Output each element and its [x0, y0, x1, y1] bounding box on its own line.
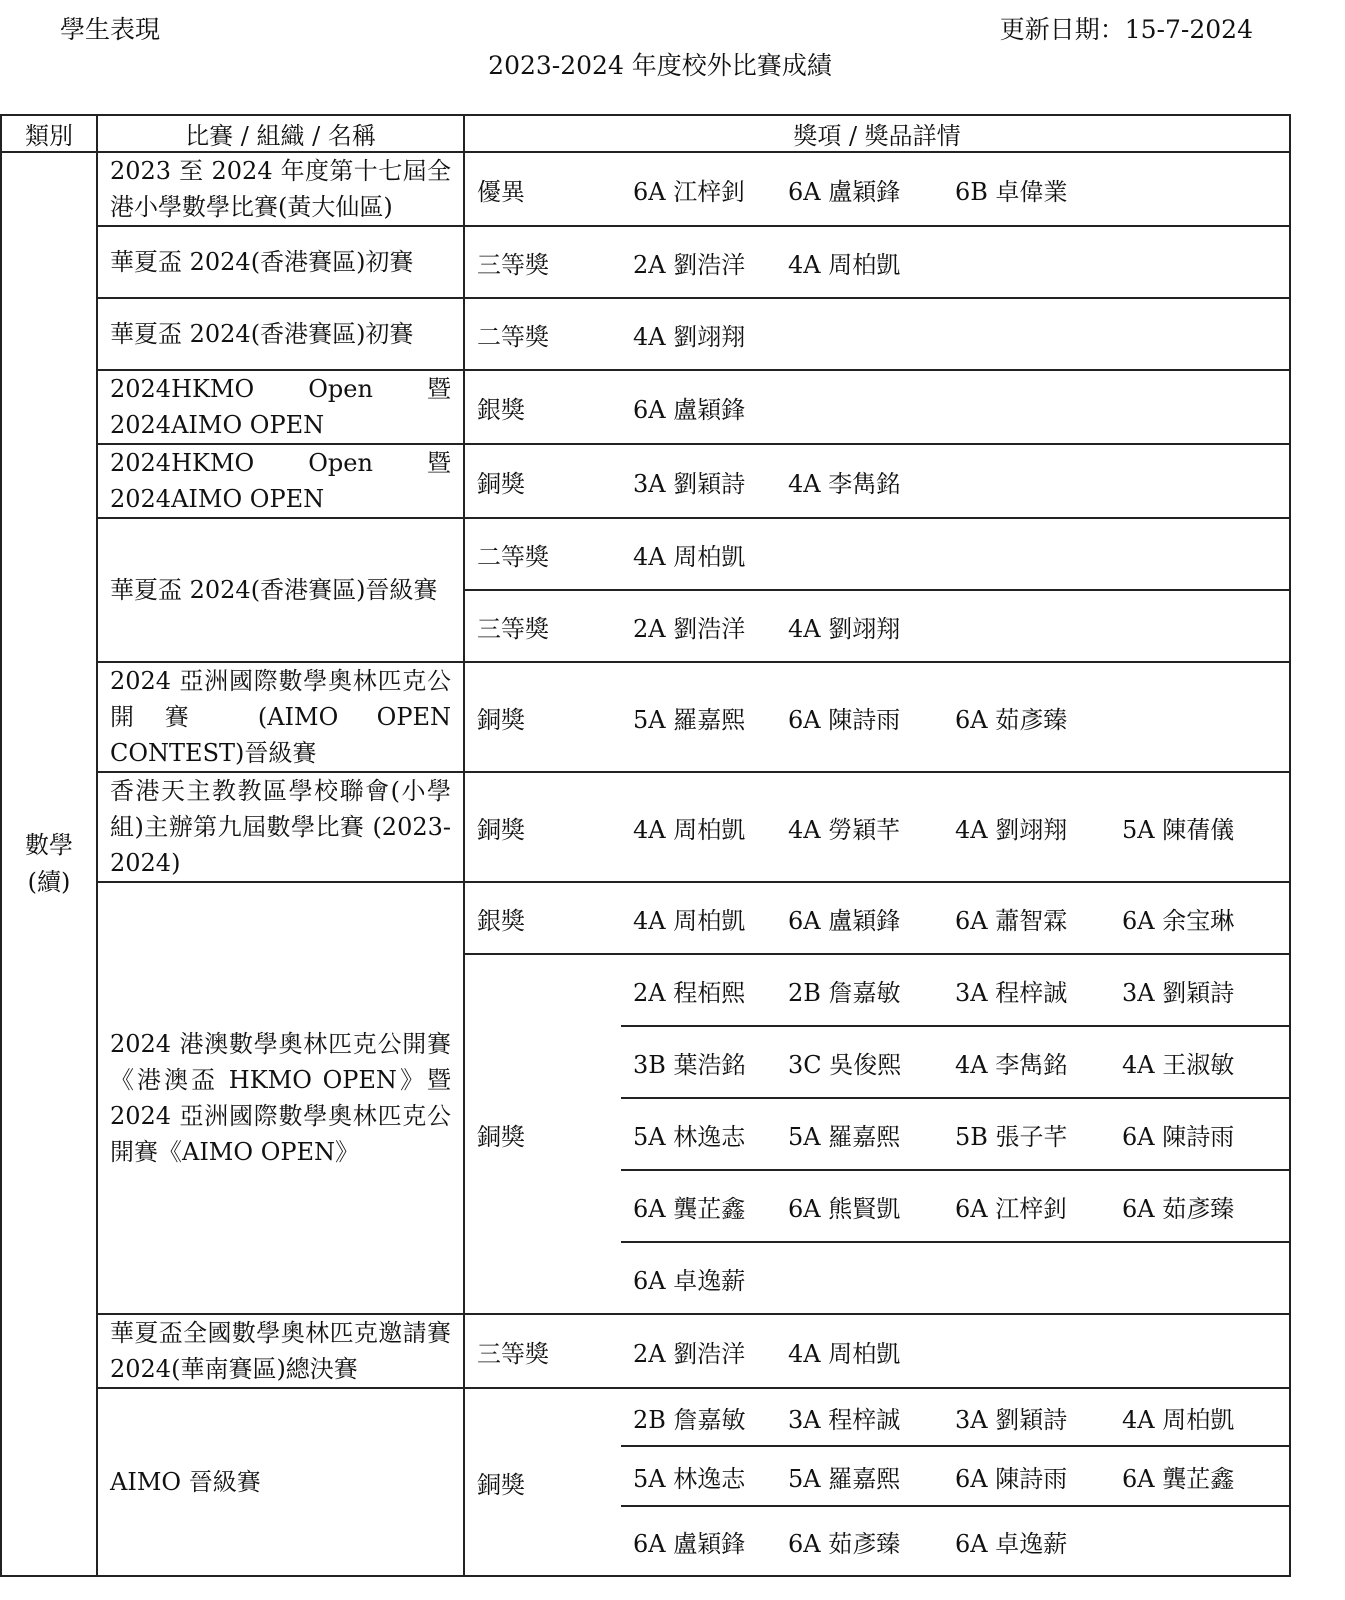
student-name: 5A 陳蒨儀: [1122, 815, 1235, 844]
competition-cell: 華夏盃 2024(香港賽區)初賽: [97, 298, 464, 370]
student-name: 4A 勞穎芊: [788, 815, 901, 844]
competition-cell: 華夏盃 2024(香港賽區)初賽: [97, 226, 464, 298]
student-name: 4A 李雋銘: [788, 469, 901, 498]
competition-cell: 華夏盃全國數學奧林匹克邀請賽 2024(華南賽區)總決賽: [97, 1314, 464, 1388]
award-cell: 三等獎: [464, 590, 621, 662]
student-name: 6A 茹彥臻: [788, 1529, 901, 1558]
table-header-row: [1, 115, 1290, 152]
table-row: [1, 152, 1290, 226]
table-row: [1, 444, 1290, 518]
student-name: 2B 詹嘉敏: [788, 978, 901, 1007]
table-row: [1, 226, 1290, 298]
student-name: 5B 張子芊: [955, 1122, 1068, 1151]
names-cell: [621, 882, 1290, 954]
names-cell: [621, 590, 1290, 662]
update-date: 更新日期：15-7-2024: [999, 15, 1253, 44]
names-cell: [621, 1242, 1290, 1314]
names-cell: [621, 1388, 1290, 1446]
student-name: 2A 劉浩洋: [633, 250, 746, 279]
student-name: 6A 陳詩雨: [955, 1464, 1068, 1493]
names-cell: [621, 370, 1290, 444]
table-row: [1, 882, 1290, 954]
student-name: 6A 江梓釗: [633, 177, 746, 206]
names-cell: [621, 1506, 1290, 1576]
table-row: [1, 1388, 1290, 1446]
table-row: [1, 772, 1290, 882]
student-name: 6A 余宝琳: [1122, 906, 1235, 935]
col-competition-header: 比賽 / 組織 / 名稱: [97, 115, 464, 152]
student-name: 5A 羅嘉熙: [788, 1464, 901, 1493]
award-cell: 二等獎: [464, 518, 621, 590]
results-table: [0, 114, 1291, 1577]
award-cell: 優異: [464, 152, 621, 226]
student-name: 6A 龔芷鑫: [633, 1194, 746, 1223]
header-section-label: 學生表現: [60, 15, 161, 44]
student-name: 4A 李雋銘: [955, 1050, 1068, 1079]
names-cell: [621, 1446, 1290, 1506]
student-name: 6A 江梓釗: [955, 1194, 1068, 1223]
page-title: 2023-2024 年度校外比賽成績: [488, 51, 832, 80]
student-name: 6A 盧穎鋒: [633, 395, 746, 424]
award-cell: 銅獎: [464, 954, 621, 1314]
names-cell: [621, 662, 1290, 772]
names-cell: [621, 298, 1290, 370]
award-cell: 二等獎: [464, 298, 621, 370]
names-cell: [621, 1314, 1290, 1388]
student-name: 3A 程梓誠: [955, 978, 1068, 1007]
student-name: 2A 劉浩洋: [633, 1339, 746, 1368]
table-row: [1, 662, 1290, 772]
student-name: 4A 劉翊翔: [955, 815, 1068, 844]
competition-cell: 香港天主教教區學校聯會(小學組)主辦第九屆數學比賽 (2023-2024): [97, 772, 464, 882]
competition-cell: 華夏盃 2024(香港賽區)晉級賽: [97, 518, 464, 662]
student-name: 4A 周柏凱: [1122, 1405, 1235, 1434]
competition-cell: 2023 至 2024 年度第十七屆全港小學數學比賽(黃大仙區): [97, 152, 464, 226]
student-name: 6A 龔芷鑫: [1122, 1464, 1235, 1493]
table-row: [1, 370, 1290, 444]
student-name: 4A 劉翊翔: [788, 614, 901, 643]
names-cell: [621, 954, 1290, 1026]
student-name: 3A 劉穎詩: [633, 469, 746, 498]
names-cell: [621, 1098, 1290, 1170]
competition-cell: 2024 港澳數學奧林匹克公開賽《港澳盃 HKMO OPEN》暨 2024 亞洲國際數學奧林匹克公開賽《AIMO OPEN》: [97, 882, 464, 1314]
student-name: 3A 程梓誠: [788, 1405, 901, 1434]
student-name: 6A 陳詩雨: [1122, 1122, 1235, 1151]
student-name: 5A 林逸志: [633, 1122, 746, 1151]
table-row: [1, 1314, 1290, 1388]
competition-cell: 2024 亞洲國際數學奧林匹克公開賽 (AIMO OPEN CONTEST)晉級賽: [97, 662, 464, 772]
student-name: 3A 劉穎詩: [1122, 978, 1235, 1007]
student-name: 6A 卓逸薪: [633, 1266, 746, 1295]
award-cell: 銅獎: [464, 444, 621, 518]
col-awards-header: 獎項 / 獎品詳情: [464, 115, 1290, 152]
names-cell: [621, 772, 1290, 882]
table-row: [1, 298, 1290, 370]
competition-cell: 2024HKMO Open 暨 2024AIMO OPEN: [97, 444, 464, 518]
student-name: 4A 劉翊翔: [633, 322, 746, 351]
names-cell: [621, 444, 1290, 518]
student-name: 5A 羅嘉熙: [788, 1122, 901, 1151]
student-name: 6A 盧穎鋒: [633, 1529, 746, 1558]
student-name: 6A 盧穎鋒: [788, 906, 901, 935]
student-name: 6B 卓偉業: [955, 177, 1068, 206]
competition-cell: 2024HKMO Open 暨 2024AIMO OPEN: [97, 370, 464, 444]
student-name: 6A 蕭智霖: [955, 906, 1068, 935]
category-cell: [1, 152, 97, 1576]
student-name: 2A 程栢熙: [633, 978, 746, 1007]
award-cell: 三等獎: [464, 1314, 621, 1388]
student-name: 6A 茹彥臻: [955, 705, 1068, 734]
student-name: 4A 周柏凱: [633, 815, 746, 844]
student-name: 4A 王淑敏: [1122, 1050, 1235, 1079]
competition-cell: AIMO 晉級賽: [97, 1388, 464, 1576]
student-name: 6A 陳詩雨: [788, 705, 901, 734]
names-cell: [621, 226, 1290, 298]
student-name: 4A 周柏凱: [633, 542, 746, 571]
award-cell: 銅獎: [464, 662, 621, 772]
award-cell: 銀獎: [464, 882, 621, 954]
names-cell: [621, 1026, 1290, 1098]
student-name: 3B 葉浩銘: [633, 1050, 746, 1079]
student-name: 5A 林逸志: [633, 1464, 746, 1493]
student-name: 2B 詹嘉敏: [633, 1405, 746, 1434]
col-category-header: 類別: [1, 115, 97, 152]
table-row: [1, 518, 1290, 590]
student-name: 6A 盧穎鋒: [788, 177, 901, 206]
award-cell: 銅獎: [464, 1388, 621, 1576]
student-name: 4A 周柏凱: [788, 250, 901, 279]
student-name: 5A 羅嘉熙: [633, 705, 746, 734]
names-cell: [621, 1170, 1290, 1242]
award-cell: 三等獎: [464, 226, 621, 298]
category-label: 數學 (續): [25, 830, 73, 896]
student-name: 4A 周柏凱: [788, 1339, 901, 1368]
names-cell: [621, 152, 1290, 226]
names-cell: [621, 518, 1290, 590]
student-name: 2A 劉浩洋: [633, 614, 746, 643]
student-name: 4A 周柏凱: [633, 906, 746, 935]
award-cell: 銅獎: [464, 772, 621, 882]
award-cell: 銀獎: [464, 370, 621, 444]
student-name: 3A 劉穎詩: [955, 1405, 1068, 1434]
student-name: 6A 熊賢凱: [788, 1194, 901, 1223]
student-name: 6A 茹彥臻: [1122, 1194, 1235, 1223]
student-name: 6A 卓逸薪: [955, 1529, 1068, 1558]
student-name: 3C 吳俊熙: [788, 1050, 902, 1079]
